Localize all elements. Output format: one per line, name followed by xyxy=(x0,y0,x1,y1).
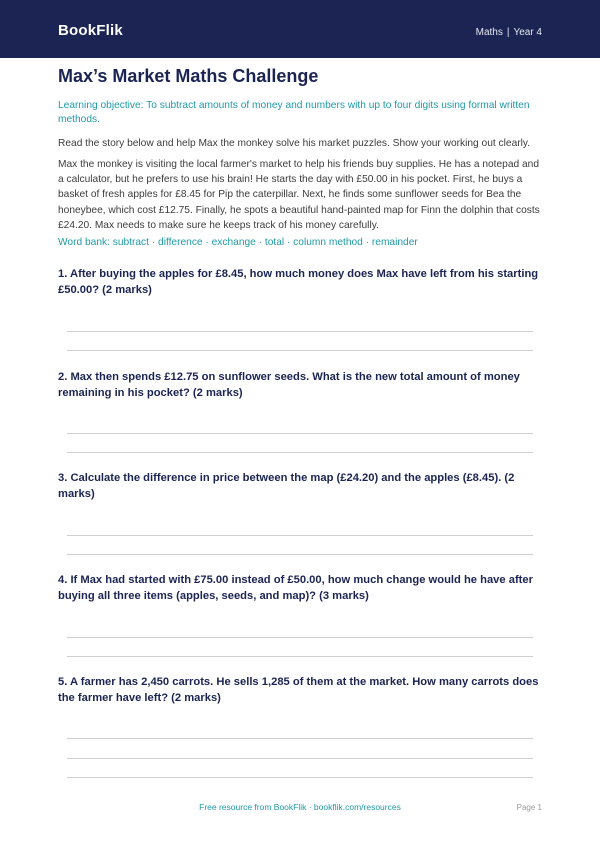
answer-line[interactable] xyxy=(67,554,533,555)
answer-line[interactable] xyxy=(67,738,533,739)
question-4: 4. If Max had started with £75.00 instead of £50.00, how much change would he have after buying all three items (apples, seeds, and map)? (3 marks) xyxy=(58,574,533,602)
question-5: 5. A farmer has 2,450 carrots. He sells 1,285 of them at the market. How many carrots does the farmer have left? (2 marks) xyxy=(58,676,539,704)
answer-line[interactable] xyxy=(67,656,533,657)
breadcrumb xyxy=(476,27,542,38)
brand-logo[interactable]: BookFlik xyxy=(58,22,123,39)
breadcrumb-year[interactable]: Year 4 xyxy=(513,27,542,38)
answer-line[interactable] xyxy=(67,350,533,351)
intro-text: Read the story below and help Max the monkey solve his market puzzles. Show your working out clearly. xyxy=(58,138,531,149)
breadcrumb-subject[interactable]: Maths xyxy=(475,27,503,38)
page-title: Max’s Market Maths Challenge xyxy=(58,66,319,86)
answer-line[interactable] xyxy=(67,777,533,778)
learning-objective: Learning objective: To subtract amounts of money and numbers with up to four digits using formal written methods. xyxy=(58,100,530,125)
footer-link[interactable]: Free resource from BookFlik · bookflik.com/resources xyxy=(199,802,401,812)
answer-line[interactable] xyxy=(67,452,533,453)
word-bank: Word bank: subtract · difference · exchange · total · column method · remainder xyxy=(58,237,418,248)
story-text: Max the monkey is visiting the local farmer's market to help his friends buy supplies. He has a notepad and a calculator, but he prefers to use his brain! He starts the day with £50.00 in his pocket. First, he buys a basket of fresh apples for £8.45 for Pip the caterpillar. Next, he finds some sunflower seeds for Bea the honeybee, which cost £12.75. Finally, he spots a beautiful hand-painted map for Finn the dolphin that costs £24.20. Max needs to make sure he keeps track of his money carefully. xyxy=(58,159,540,231)
answer-line[interactable] xyxy=(67,637,533,638)
question-1: 1. After buying the apples for £8.45, how much money does Max have left from his starting £50.00? (2 marks) xyxy=(58,268,539,296)
question-2: 2. Max then spends £12.75 on sunflower seeds. What is the new total amount of money remaining in his pocket? (2 marks) xyxy=(58,371,520,399)
question-3: 3. Calculate the difference in price between the map (£24.20) and the apples (£8.45). (2 marks) xyxy=(58,472,515,500)
breadcrumb-separator: | xyxy=(506,27,510,38)
answer-line[interactable] xyxy=(67,758,533,759)
page-number: Page 1 xyxy=(516,803,542,812)
site-header xyxy=(0,0,600,58)
answer-line[interactable] xyxy=(67,535,533,536)
answer-line[interactable] xyxy=(67,433,533,434)
answer-line[interactable] xyxy=(67,331,533,332)
